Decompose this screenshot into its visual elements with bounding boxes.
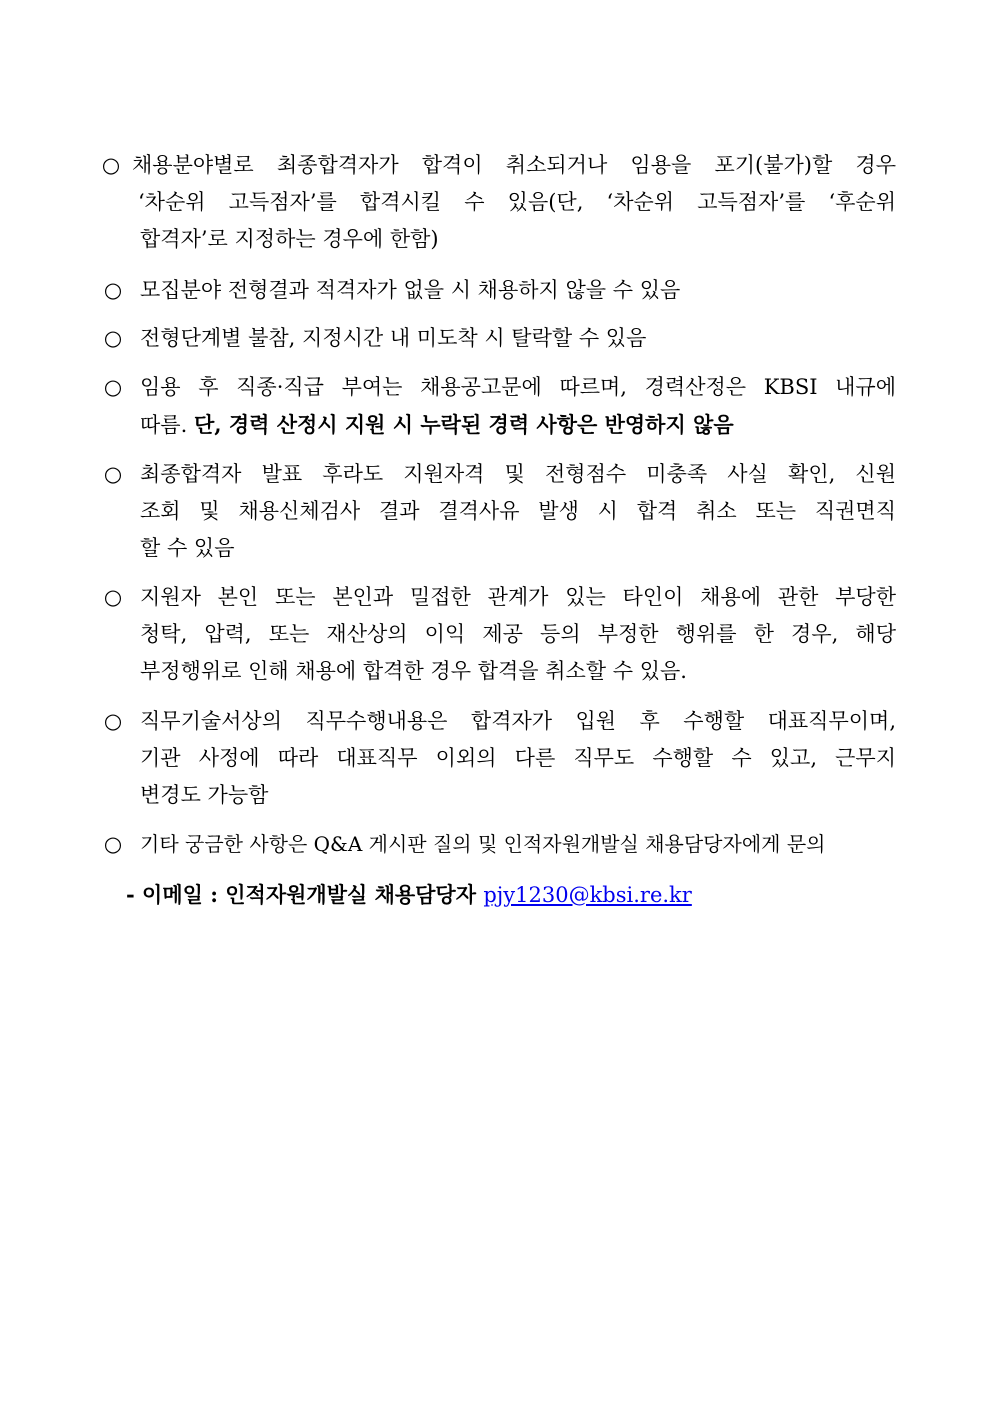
contact-email-row (126, 876, 692, 914)
notice-item-job-description (103, 703, 896, 814)
bullet-circle: ○ (101, 153, 121, 177)
text-line: 합격자’로 지정하는 경우에 한함) (140, 227, 439, 251)
text-line: ‘차순위 고득점자’를 합격시킬 수 있음(단, ‘차순위 고득점자’를 ‘후순위 (138, 190, 896, 214)
bullet-circle: ○ (103, 709, 123, 733)
text-line: 할 수 있음 (140, 536, 235, 560)
text-emphasis: 단, 경력 산정시 지원 시 누락된 경력 사항은 반영하지 않음 (193, 412, 734, 437)
text-line: 청탁, 압력, 또는 재산상의 이익 제공 등의 부정한 행위를 한 경우, 해당 (140, 622, 896, 646)
notice-item-career-calculation (103, 369, 896, 443)
bullet-circle: ○ (103, 585, 123, 609)
text-line: 임용 후 직종·직급 부여는 채용공고문에 따르며, 경력산정은 KBSI 내규에 (140, 375, 896, 399)
bullet-circle: ○ (103, 832, 123, 856)
text-line: 기관 사정에 따라 대표직무 이외의 다른 직무도 수행할 수 있고, 근무지 (140, 746, 896, 770)
text-line: 조회 및 채용신체검사 결과 결격사유 발생 시 합격 취소 또는 직권면직 (140, 499, 896, 523)
notice-item-absence (103, 320, 896, 357)
text-line: 최종합격자 발표 후라도 지원자격 및 전형점수 미충족 사실 확인, 신원 (140, 462, 896, 486)
text-line: 전형단계별 불참, 지정시간 내 미도착 시 탈락할 수 있음 (140, 326, 647, 350)
bullet-circle: ○ (103, 375, 123, 399)
text-line: 변경도 가능함 (140, 783, 269, 807)
bullet-circle: ○ (103, 462, 123, 486)
notice-item-reserve-candidate (101, 147, 896, 258)
text-line: 모집분야 전형결과 적격자가 없을 시 채용하지 않을 수 있음 (140, 278, 681, 302)
email-link[interactable]: pjy1230@kbsi.re.kr (483, 883, 692, 907)
contact-label: - 이메일 : 인적자원개발실 채용담당자 (126, 882, 484, 907)
notice-item-unfair-solicitation (103, 579, 896, 690)
notice-item-disqualification (103, 456, 896, 567)
bullet-circle: ○ (103, 278, 123, 302)
notice-item-no-qualified (103, 272, 896, 309)
text-line: 직무기술서상의 직무수행내용은 합격자가 입원 후 수행할 대표직무이며, (140, 709, 896, 733)
text-normal: 따름. (140, 413, 194, 437)
notice-item-inquiry (103, 826, 902, 863)
text-line: 채용분야별로 최종합격자가 합격이 취소되거나 임용을 포기(불가)할 경우 (132, 153, 896, 177)
text-line: 부정행위로 인해 채용에 합격한 경우 합격을 취소할 수 있음. (140, 659, 687, 683)
text-line: 지원자 본인 또는 본인과 밀접한 관계가 있는 타인이 채용에 관한 부당한 (140, 585, 896, 609)
bullet-circle: ○ (103, 326, 123, 350)
text-line (140, 406, 896, 443)
text-line: 기타 궁금한 사항은 Q&A 게시판 질의 및 인적자원개발실 채용담당자에게 문의 (140, 832, 826, 856)
